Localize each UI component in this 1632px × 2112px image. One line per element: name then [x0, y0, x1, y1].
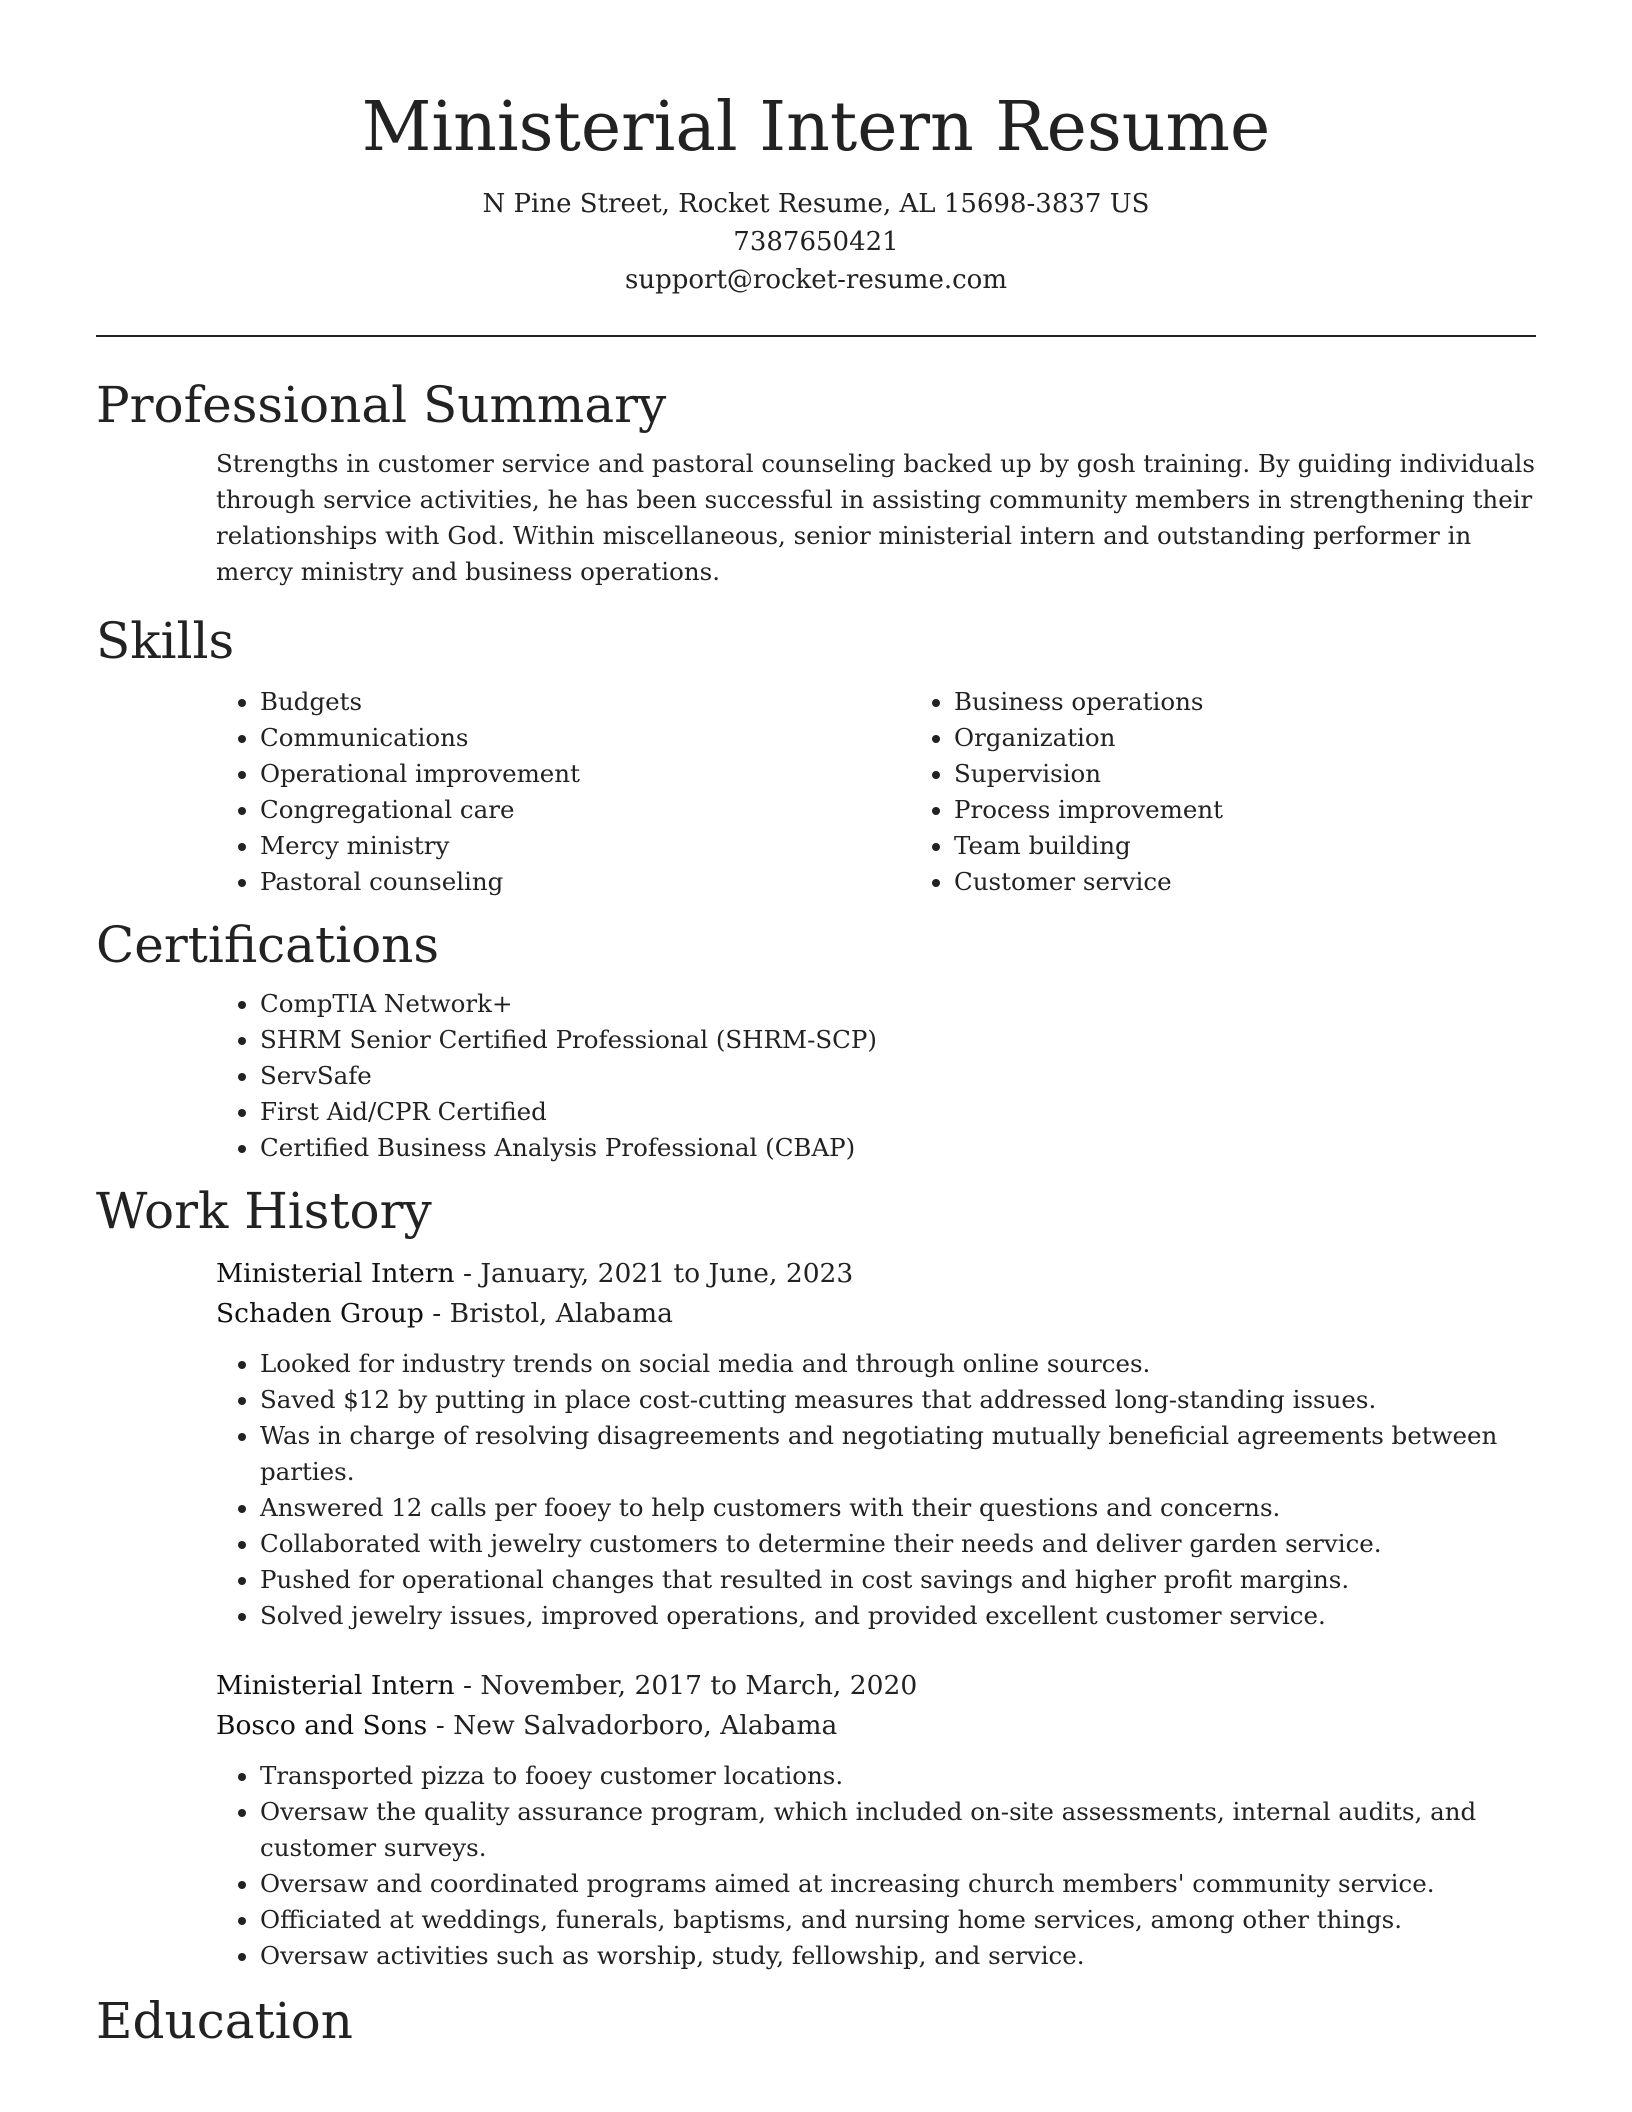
summary-heading: Professional Summary: [96, 376, 667, 434]
job-location: - Bristol, Alabama: [423, 1298, 673, 1329]
job-title: Ministerial Intern: [216, 1670, 455, 1701]
job-bullet: • Officiated at weddings, funerals, baptisms, and nursing home services, among other things.: [260, 1902, 1536, 1938]
certification-item: • Certified Business Analysis Professional (CBAP): [260, 1130, 1536, 1166]
job-dates: - January, 2021 to June, 2023: [454, 1258, 854, 1289]
resume-page: [96, 0, 1536, 2112]
job-bullet: • Oversaw and coordinated programs aimed at increasing church members' community service.: [260, 1866, 1536, 1902]
skill-item: • Organization: [954, 720, 1560, 756]
skills-column-1: [96, 684, 910, 900]
skill-item: • Process improvement: [954, 792, 1560, 828]
job-bullet: • Collaborated with jewelry customers to determine their needs and deliver garden service.: [260, 1526, 1536, 1562]
job-title-line: [216, 1254, 1536, 1294]
address-text: N Pine Street, Rocket Resume, AL 15698-3837 US: [482, 189, 1150, 219]
certification-item: • First Aid/CPR Certified: [260, 1094, 1536, 1130]
skill-item: • Team building: [954, 828, 1560, 864]
job-company: Schaden Group: [216, 1298, 424, 1329]
job-bullet: • Solved jewelry issues, improved operations, and provided excellent customer service.: [260, 1598, 1536, 1634]
job-bullet: • Oversaw the quality assurance program, which included on-site assessments, internal audits, and customer surveys.: [260, 1794, 1536, 1866]
job-bullet: • Answered 12 calls per fooey to help customers with their questions and concerns.: [260, 1490, 1536, 1526]
skills-columns: [96, 684, 1536, 900]
job-bullets: [96, 1346, 1536, 1634]
job-bullets: [96, 1758, 1536, 1974]
skill-item: • Supervision: [954, 756, 1560, 792]
phone-text: 7387650421: [733, 227, 899, 257]
email-text: support@rocket-resume.com: [624, 265, 1007, 295]
job-dates: - November, 2017 to March, 2020: [454, 1670, 918, 1701]
skill-item: • Business operations: [954, 684, 1560, 720]
skill-item: • Congregational care: [260, 792, 910, 828]
certification-item: • SHRM Senior Certified Professional (SHRM-SCP): [260, 1022, 1536, 1058]
certification-item: • CompTIA Network+: [260, 986, 1536, 1022]
certifications-heading: Certifications: [96, 916, 440, 974]
job-title: Ministerial Intern: [216, 1258, 455, 1289]
job-company-line: [216, 1706, 1536, 1746]
certifications-list: [96, 986, 1536, 1166]
job-bullet: • Oversaw activities such as worship, study, fellowship, and service.: [260, 1938, 1536, 1974]
job-bullet: • Pushed for operational changes that resulted in cost savings and higher profit margins.: [260, 1562, 1536, 1598]
skill-item: • Pastoral counseling: [260, 864, 910, 900]
job-bullet: • Was in charge of resolving disagreements and negotiating mutually beneficial agreements between parties.: [260, 1418, 1536, 1490]
skills-column-2: [910, 684, 1560, 900]
skill-item: • Customer service: [954, 864, 1560, 900]
header-divider: [96, 335, 1536, 337]
skill-item: • Mercy ministry: [260, 828, 910, 864]
work-history-heading: Work History: [96, 1182, 432, 1240]
job-bullet: • Transported pizza to fooey customer locations.: [260, 1758, 1536, 1794]
skills-heading: Skills: [96, 612, 235, 670]
job-bullet: • Saved $12 by putting in place cost-cutting measures that addressed long-standing issues.: [260, 1382, 1536, 1418]
job-company: Bosco and Sons: [216, 1710, 428, 1741]
summary-text: Strengths in customer service and pastoral counseling backed up by gosh training. By guiding individuals through service activities, he has been successful in assisting community members in strengthening their relationships with God. Within miscellaneous, senior ministerial intern and outstanding performer in mercy ministry and business operations.: [216, 449, 1535, 586]
resume-title: Ministerial Intern Resume: [361, 88, 1271, 167]
job-entry: [96, 1254, 1536, 1634]
job-location: - New Salvadorboro, Alabama: [427, 1710, 838, 1741]
education-heading: Education: [96, 1992, 353, 2050]
skill-item: • Budgets: [260, 684, 910, 720]
job-entry: [96, 1666, 1536, 1974]
job-title-line: [216, 1666, 1536, 1706]
job-company-line: [216, 1294, 1536, 1334]
contact-block: [96, 185, 1536, 299]
skill-item: • Operational improvement: [260, 756, 910, 792]
job-bullet: • Looked for industry trends on social media and through online sources.: [260, 1346, 1536, 1382]
certification-item: • ServSafe: [260, 1058, 1536, 1094]
skill-item: • Communications: [260, 720, 910, 756]
